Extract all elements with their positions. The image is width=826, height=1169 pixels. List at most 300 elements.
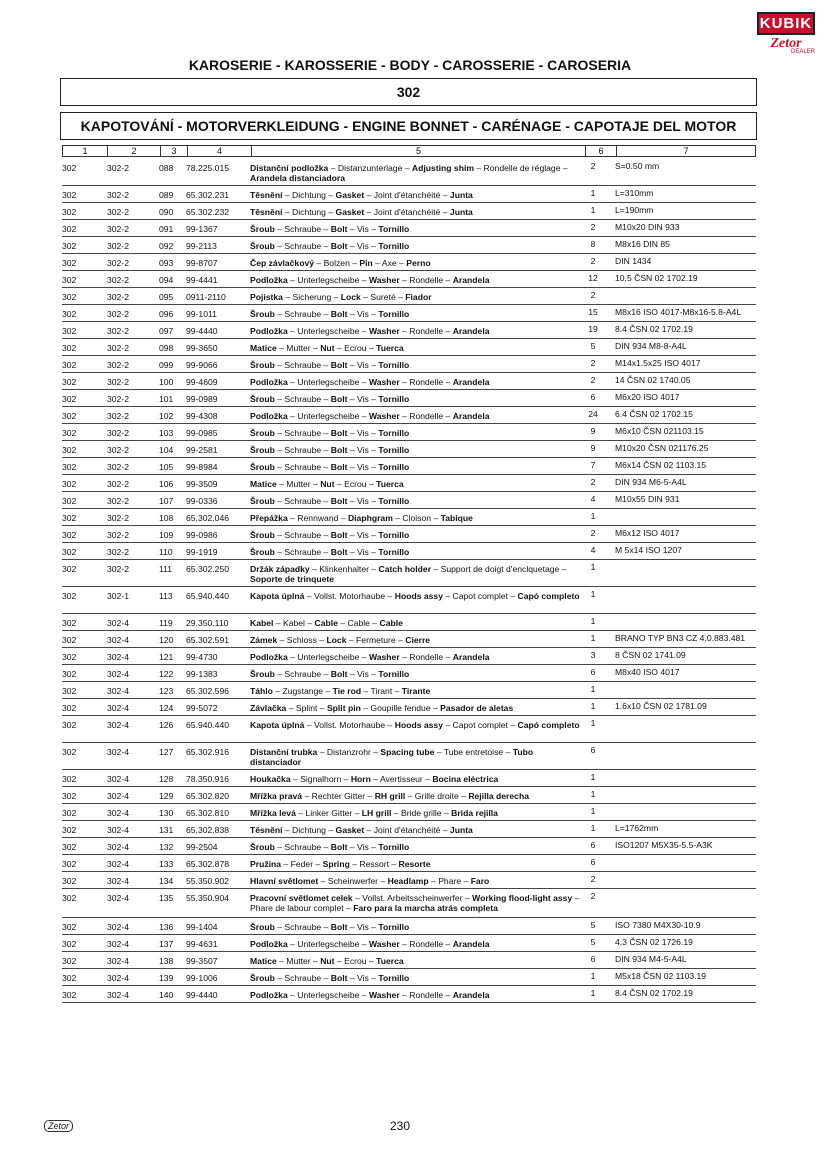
desc-rest2: – Vis –: [347, 842, 379, 852]
col-header-5: 5: [252, 146, 586, 157]
desc-bold2: Bolt: [330, 224, 348, 234]
cell-c2: 302-2: [107, 496, 129, 506]
desc-rest2: – Axe –: [372, 258, 407, 268]
cell-c1: 302: [62, 652, 77, 662]
desc-bold: Šroub: [250, 360, 275, 370]
desc-bold3: Tubo distanciador: [250, 747, 534, 767]
desc-bold3: Tornillo: [378, 669, 410, 679]
cell-quantity: 1: [590, 772, 596, 782]
desc-bold3: Tornillo: [378, 462, 410, 472]
dealer-label: DEALER: [790, 49, 815, 55]
cell-c2: 302-4: [107, 825, 129, 835]
cell-c2: 302-4: [107, 635, 129, 645]
cell-c2: 302-4: [107, 791, 129, 801]
desc-bold2: Bolt: [330, 973, 348, 983]
cell-description: [250, 309, 580, 319]
cell-description: [250, 635, 580, 645]
cell-c4: 99-3650: [186, 343, 218, 353]
desc-bold3: Fiador: [405, 292, 432, 302]
cell-c2: 302-2: [107, 163, 129, 173]
table-row: [62, 475, 756, 492]
cell-description: [250, 241, 580, 251]
cell-c3: 120: [159, 635, 174, 645]
table-row: [62, 373, 756, 390]
cell-description: [250, 808, 580, 818]
cell-description: [250, 652, 580, 662]
table-row: [62, 787, 756, 804]
cell-c1: 302: [62, 479, 77, 489]
cell-c4: 99-4609: [186, 377, 218, 387]
cell-c4: 99-0985: [186, 428, 218, 438]
desc-bold: Pracovní světlomet celek: [250, 893, 353, 903]
desc-bold2: Gasket: [335, 190, 365, 200]
cell-c2: 302-2: [107, 513, 129, 523]
desc-bold2: Washer: [368, 326, 400, 336]
cell-note: 1.6x10 ČSN 02 1781.09: [615, 701, 707, 711]
table-row: [62, 288, 756, 305]
cell-c2: 302-2: [107, 258, 129, 268]
col-header-1: 1: [63, 146, 108, 157]
desc-bold: Držák západky: [250, 564, 310, 574]
desc-rest: – Distanzrohr –: [317, 747, 381, 757]
cell-c1: 302: [62, 618, 77, 628]
desc-rest: – Dichtung –: [282, 190, 336, 200]
desc-bold: Šroub: [250, 309, 275, 319]
desc-bold3: Tirante: [401, 686, 431, 696]
table-row: [62, 407, 756, 424]
cell-c1: 302: [62, 462, 77, 472]
cell-c2: 302-4: [107, 990, 129, 1000]
cell-quantity: 1: [590, 789, 596, 799]
cell-c3: 096: [159, 309, 174, 319]
cell-quantity: 15: [588, 307, 598, 317]
cell-c2: 302-2: [107, 207, 129, 217]
desc-rest: – Unterlegscheibe –: [287, 275, 369, 285]
desc-bold: Hlavní světlomet: [250, 876, 319, 886]
cell-c1: 302: [62, 669, 77, 679]
table-row: [62, 935, 756, 952]
desc-bold: Houkačka: [250, 774, 291, 784]
cell-c3: 108: [159, 513, 174, 523]
cell-c2: 302-4: [107, 686, 129, 696]
desc-bold3: Tuerca: [376, 956, 404, 966]
desc-bold: Šroub: [250, 547, 275, 557]
cell-c4: 99-1919: [186, 547, 218, 557]
table-row: [62, 614, 756, 631]
desc-rest: – Unterlegscheibe –: [287, 939, 369, 949]
desc-rest2: – Ecrou –: [334, 343, 377, 353]
cell-note: 8.4 ČSN 02 1702.19: [615, 988, 693, 998]
cell-c3: 130: [159, 808, 174, 818]
desc-bold3: Junta: [449, 190, 473, 200]
column-header: [62, 145, 756, 157]
desc-bold3: Tornillo: [378, 241, 410, 251]
cell-description: [250, 547, 580, 557]
cell-c1: 302: [62, 825, 77, 835]
desc-bold3: Rejilla derecha: [468, 791, 529, 801]
desc-rest2: – Vis –: [347, 922, 379, 932]
cell-description: [250, 394, 580, 404]
desc-bold3: Perno: [406, 258, 431, 268]
cell-quantity: 6: [590, 745, 596, 755]
cell-c3: 110: [159, 547, 173, 557]
cell-note: M 5x14 ISO 1207: [615, 545, 682, 555]
desc-bold3: Tabique: [440, 513, 473, 523]
desc-bold2: Bolt: [330, 360, 348, 370]
cell-c3: 140: [159, 990, 174, 1000]
cell-c4: 65.302.250: [186, 564, 230, 574]
cell-c4: 65.302.591: [186, 635, 230, 645]
cell-c1: 302: [62, 564, 77, 574]
table-row: [62, 560, 756, 587]
cell-c1: 302: [62, 686, 77, 696]
cell-c3: 124: [159, 703, 174, 713]
cell-note: ISO1207 M5X35-5.5-A3K: [615, 840, 713, 850]
cell-c3: 097: [159, 326, 174, 336]
table-row: [62, 716, 756, 743]
desc-bold3: Tornillo: [378, 360, 410, 370]
cell-description: [250, 462, 580, 472]
desc-rest: – Schraube –: [274, 428, 331, 438]
table-row: [62, 339, 756, 356]
cell-c1: 302: [62, 791, 77, 801]
cell-c2: 302-4: [107, 808, 129, 818]
cell-note: L=190mm: [615, 205, 654, 215]
cell-c1: 302: [62, 939, 77, 949]
cell-c2: 302-1: [107, 591, 129, 601]
section-title: KAPOTOVÁNÍ - MOTORVERKLEIDUNG - ENGINE BONNET - CARÉNAGE - CAPOTAJE DEL MOTOR: [60, 112, 757, 140]
cell-c2: 302-4: [107, 774, 129, 784]
desc-bold: Matice: [250, 956, 277, 966]
cell-c2: 302-4: [107, 703, 129, 713]
desc-rest2: – Joint d'étanchéité –: [364, 825, 450, 835]
desc-rest2: – Fermeture –: [346, 635, 406, 645]
desc-rest: – Rennwand –: [287, 513, 348, 523]
cell-c1: 302: [62, 990, 77, 1000]
cell-c3: 128: [159, 774, 174, 784]
table-row: [62, 952, 756, 969]
cell-c4: 0911-2110: [186, 292, 226, 302]
cell-quantity: 2: [590, 222, 596, 232]
table-row: [62, 986, 756, 1003]
desc-bold2: Washer: [368, 411, 400, 421]
desc-rest2: – Joint d'étanchéité –: [364, 207, 450, 217]
cell-c4: 99-9066: [186, 360, 218, 370]
desc-rest: – Signalhorn –: [290, 774, 351, 784]
desc-bold: Přepážka: [250, 513, 288, 523]
cell-c3: 088: [159, 163, 174, 173]
table-row: [62, 322, 756, 339]
cell-quantity: 2: [590, 256, 596, 266]
desc-rest2: – Vis –: [347, 224, 379, 234]
page-number: 230: [390, 1119, 411, 1133]
desc-bold3: Junta: [449, 825, 473, 835]
desc-bold2: Bolt: [330, 922, 348, 932]
desc-bold2: Bolt: [330, 309, 348, 319]
desc-rest2: – Vis –: [347, 394, 379, 404]
desc-bold3: Soporte de trinquete: [250, 574, 335, 584]
cell-description: [250, 207, 580, 217]
desc-rest2: – Ressort –: [349, 859, 399, 869]
cell-c3: 090: [159, 207, 174, 217]
cell-c4: 78.225.015: [186, 163, 230, 173]
cell-c2: 302-4: [107, 973, 129, 983]
desc-rest: – Unterlegscheibe –: [287, 990, 369, 1000]
table-row: [62, 509, 756, 526]
desc-bold: Šroub: [250, 973, 275, 983]
cell-c2: 302-2: [107, 309, 129, 319]
cell-c1: 302: [62, 496, 77, 506]
table-row: [62, 770, 756, 787]
desc-rest: – Unterlegscheibe –: [287, 652, 369, 662]
cell-note: M8x16 ISO 4017-M8x16-5.8-A4L: [615, 307, 742, 317]
table-row: [62, 872, 756, 889]
desc-bold3: Pasador de aletas: [440, 703, 514, 713]
desc-bold2: Cable: [314, 618, 338, 628]
cell-c4: 65.940.440: [186, 591, 230, 601]
cell-c4: 99-3509: [186, 479, 218, 489]
table-row: [62, 526, 756, 543]
desc-rest2: – Vis –: [347, 360, 379, 370]
cell-c4: 99-2504: [186, 842, 218, 852]
desc-rest2: – Vis –: [347, 241, 379, 251]
cell-c1: 302: [62, 163, 77, 173]
desc-rest2: – Vis –: [347, 530, 379, 540]
cell-c2: 302-4: [107, 720, 129, 730]
desc-bold2: Tie rod: [332, 686, 362, 696]
table-row: [62, 969, 756, 986]
desc-bold: Táhlo: [250, 686, 273, 696]
cell-description: [250, 496, 580, 506]
desc-rest2: – Tirant –: [361, 686, 402, 696]
table-row: [62, 254, 756, 271]
desc-rest2: – Ecrou –: [334, 479, 377, 489]
table-row: [62, 390, 756, 407]
desc-rest2: – Vis –: [347, 547, 379, 557]
cell-c3: 100: [159, 377, 174, 387]
cell-description: [250, 360, 580, 370]
cell-c4: 99-4440: [186, 990, 218, 1000]
cell-c3: 094: [159, 275, 174, 285]
cell-c4: 55.350.904: [186, 893, 230, 903]
desc-rest2: – Vis –: [347, 973, 379, 983]
cell-c1: 302: [62, 292, 77, 302]
cell-c3: 126: [159, 720, 174, 730]
cell-description: [250, 703, 580, 713]
cell-c3: 132: [159, 842, 174, 852]
cell-quantity: 1: [590, 511, 596, 521]
cell-quantity: 1: [590, 589, 596, 599]
desc-rest: – Rechter Gitter –: [302, 791, 375, 801]
cell-quantity: 2: [590, 477, 596, 487]
table-row: [62, 889, 756, 918]
desc-rest2: – Capot complet –: [442, 720, 518, 730]
desc-bold: Těsnění: [250, 190, 283, 200]
cell-note: M6x20 ISO 4017: [615, 392, 680, 402]
desc-rest: – Schraube –: [274, 360, 331, 370]
cell-c1: 302: [62, 207, 77, 217]
cell-note: 10.5 ČSN 02 1702.19: [615, 273, 698, 283]
cell-description: [250, 990, 580, 1000]
desc-rest: – Schraube –: [274, 224, 331, 234]
desc-bold3: Arandela: [452, 326, 490, 336]
kubik-logo: KUBIK: [757, 12, 815, 35]
desc-bold: Pojistka: [250, 292, 283, 302]
cell-c4: 99-4440: [186, 326, 218, 336]
desc-rest2: – Grille droite –: [405, 791, 469, 801]
cell-c1: 302: [62, 876, 77, 886]
cell-c4: 99-1404: [186, 922, 218, 932]
desc-bold3: Arandela: [452, 939, 490, 949]
desc-rest: – Schraube –: [274, 922, 331, 932]
cell-c3: 131: [159, 825, 174, 835]
cell-quantity: 6: [590, 840, 596, 850]
cell-c4: 99-0989: [186, 394, 218, 404]
cell-note: ISO 7380 M4X30-10.9: [615, 920, 701, 930]
desc-bold: Šroub: [250, 842, 275, 852]
desc-bold3: Brida rejilla: [451, 808, 498, 818]
desc-bold3: Resorte: [398, 859, 431, 869]
table-row: [62, 237, 756, 254]
col-header-2: 2: [108, 146, 161, 157]
cell-c4: 99-8707: [186, 258, 218, 268]
desc-bold2: Bolt: [330, 462, 348, 472]
desc-bold2: Nut: [320, 343, 335, 353]
cell-c4: 99-1006: [186, 973, 218, 983]
desc-rest2: – Vis –: [347, 669, 379, 679]
cell-note: 8 ČSN 02 1741.09: [615, 650, 686, 660]
desc-rest: – Vollst. Arbeitsscheinwerfer –: [352, 893, 473, 903]
cell-description: [250, 445, 580, 455]
desc-rest: – Schraube –: [274, 669, 331, 679]
desc-bold2: Nut: [320, 956, 335, 966]
desc-bold: Šroub: [250, 428, 275, 438]
cell-quantity: 6: [590, 667, 596, 677]
cell-quantity: 4: [590, 494, 596, 504]
cell-quantity: 1: [590, 988, 596, 998]
desc-rest: – Vollst. Motorhaube –: [304, 591, 395, 601]
cell-c3: 109: [159, 530, 174, 540]
col-header-7: 7: [617, 146, 756, 157]
zetor-logo: Zetor: [770, 36, 802, 51]
cell-quantity: 9: [590, 443, 596, 453]
desc-rest2: – Rondelle –: [399, 326, 453, 336]
cell-c3: 111: [159, 564, 173, 574]
cell-note: S=0.50 mm: [615, 161, 660, 171]
desc-bold2: Horn: [350, 774, 371, 784]
cell-quantity: 1: [590, 188, 596, 198]
desc-bold2: LH grill: [361, 808, 392, 818]
desc-rest: – Distanzunterlage –: [328, 163, 412, 173]
cell-note: 6.4 ČSN 02 1702.15: [615, 409, 693, 419]
desc-bold2: Spacing tube: [380, 747, 435, 757]
cell-c1: 302: [62, 547, 77, 557]
desc-rest: – Schloss –: [277, 635, 327, 645]
desc-bold: Šroub: [250, 224, 275, 234]
cell-description: [250, 479, 580, 489]
cell-description: [250, 258, 580, 268]
cell-c2: 302-4: [107, 859, 129, 869]
desc-bold3: Arandela: [452, 377, 490, 387]
cell-c4: 99-4308: [186, 411, 218, 421]
desc-rest: – Schraube –: [274, 241, 331, 251]
cell-c2: 302-4: [107, 747, 129, 757]
table-row: [62, 424, 756, 441]
desc-bold: Kapota úplná: [250, 720, 305, 730]
cell-quantity: 2: [590, 161, 596, 171]
cell-c3: 099: [159, 360, 174, 370]
desc-bold: Šroub: [250, 462, 275, 472]
table-row: [62, 838, 756, 855]
cell-quantity: 1: [590, 718, 596, 728]
desc-bold3: Faro: [470, 876, 490, 886]
desc-rest: – Schraube –: [274, 547, 331, 557]
cell-c2: 302-2: [107, 394, 129, 404]
cell-description: [250, 791, 580, 801]
cell-description: [250, 876, 580, 886]
cell-c2: 302-2: [107, 292, 129, 302]
table-row: [62, 492, 756, 509]
cell-note: DIN 934 M8-8-A4L: [615, 341, 687, 351]
desc-bold: Matice: [250, 343, 277, 353]
desc-rest2: – Vis –: [347, 309, 379, 319]
cell-description: [250, 326, 580, 336]
cell-c1: 302: [62, 808, 77, 818]
desc-rest2: – Rondelle –: [399, 652, 453, 662]
cell-c4: 99-4730: [186, 652, 218, 662]
desc-bold2: Bolt: [330, 496, 348, 506]
cell-c4: 65.302.810: [186, 808, 230, 818]
cell-quantity: 6: [590, 954, 596, 964]
desc-rest2: – Rondelle –: [399, 939, 453, 949]
desc-bold: Šroub: [250, 530, 275, 540]
table-row: [62, 631, 756, 648]
cell-c1: 302: [62, 893, 77, 903]
table-row: [62, 441, 756, 458]
cell-c4: 29.350.110: [186, 618, 229, 628]
cell-note: 14 ČSN 02 1740.05: [615, 375, 691, 385]
desc-bold2: Bolt: [330, 394, 348, 404]
cell-description: [250, 842, 580, 852]
cell-note: M6x12 ISO 4017: [615, 528, 680, 538]
desc-bold2: Washer: [368, 990, 400, 1000]
cell-c1: 302: [62, 445, 77, 455]
desc-bold2: Spring: [322, 859, 350, 869]
desc-bold3: Tornillo: [378, 496, 410, 506]
desc-bold: Podložka: [250, 326, 288, 336]
cell-c4: 99-2113: [186, 241, 217, 251]
desc-bold3: Tuerca: [376, 343, 404, 353]
cell-c2: 302-2: [107, 445, 129, 455]
cell-quantity: 3: [590, 650, 596, 660]
desc-bold3: Tornillo: [378, 547, 410, 557]
cell-c3: 103: [159, 428, 174, 438]
cell-c3: 102: [159, 411, 174, 421]
cell-quantity: 1: [590, 633, 596, 643]
cell-quantity: 5: [590, 341, 596, 351]
desc-bold3: Arandela: [452, 275, 490, 285]
cell-c2: 302-4: [107, 956, 129, 966]
col-header-6: 6: [586, 146, 617, 157]
cell-c4: 99-0336: [186, 496, 218, 506]
cell-c1: 302: [62, 591, 77, 601]
cell-description: [250, 190, 580, 200]
cell-description: [250, 163, 580, 183]
desc-rest: – Linker Gitter –: [295, 808, 362, 818]
cell-c1: 302: [62, 774, 77, 784]
cell-note: M10x20 ČSN 021176.25: [615, 443, 709, 453]
desc-bold: Šroub: [250, 445, 275, 455]
